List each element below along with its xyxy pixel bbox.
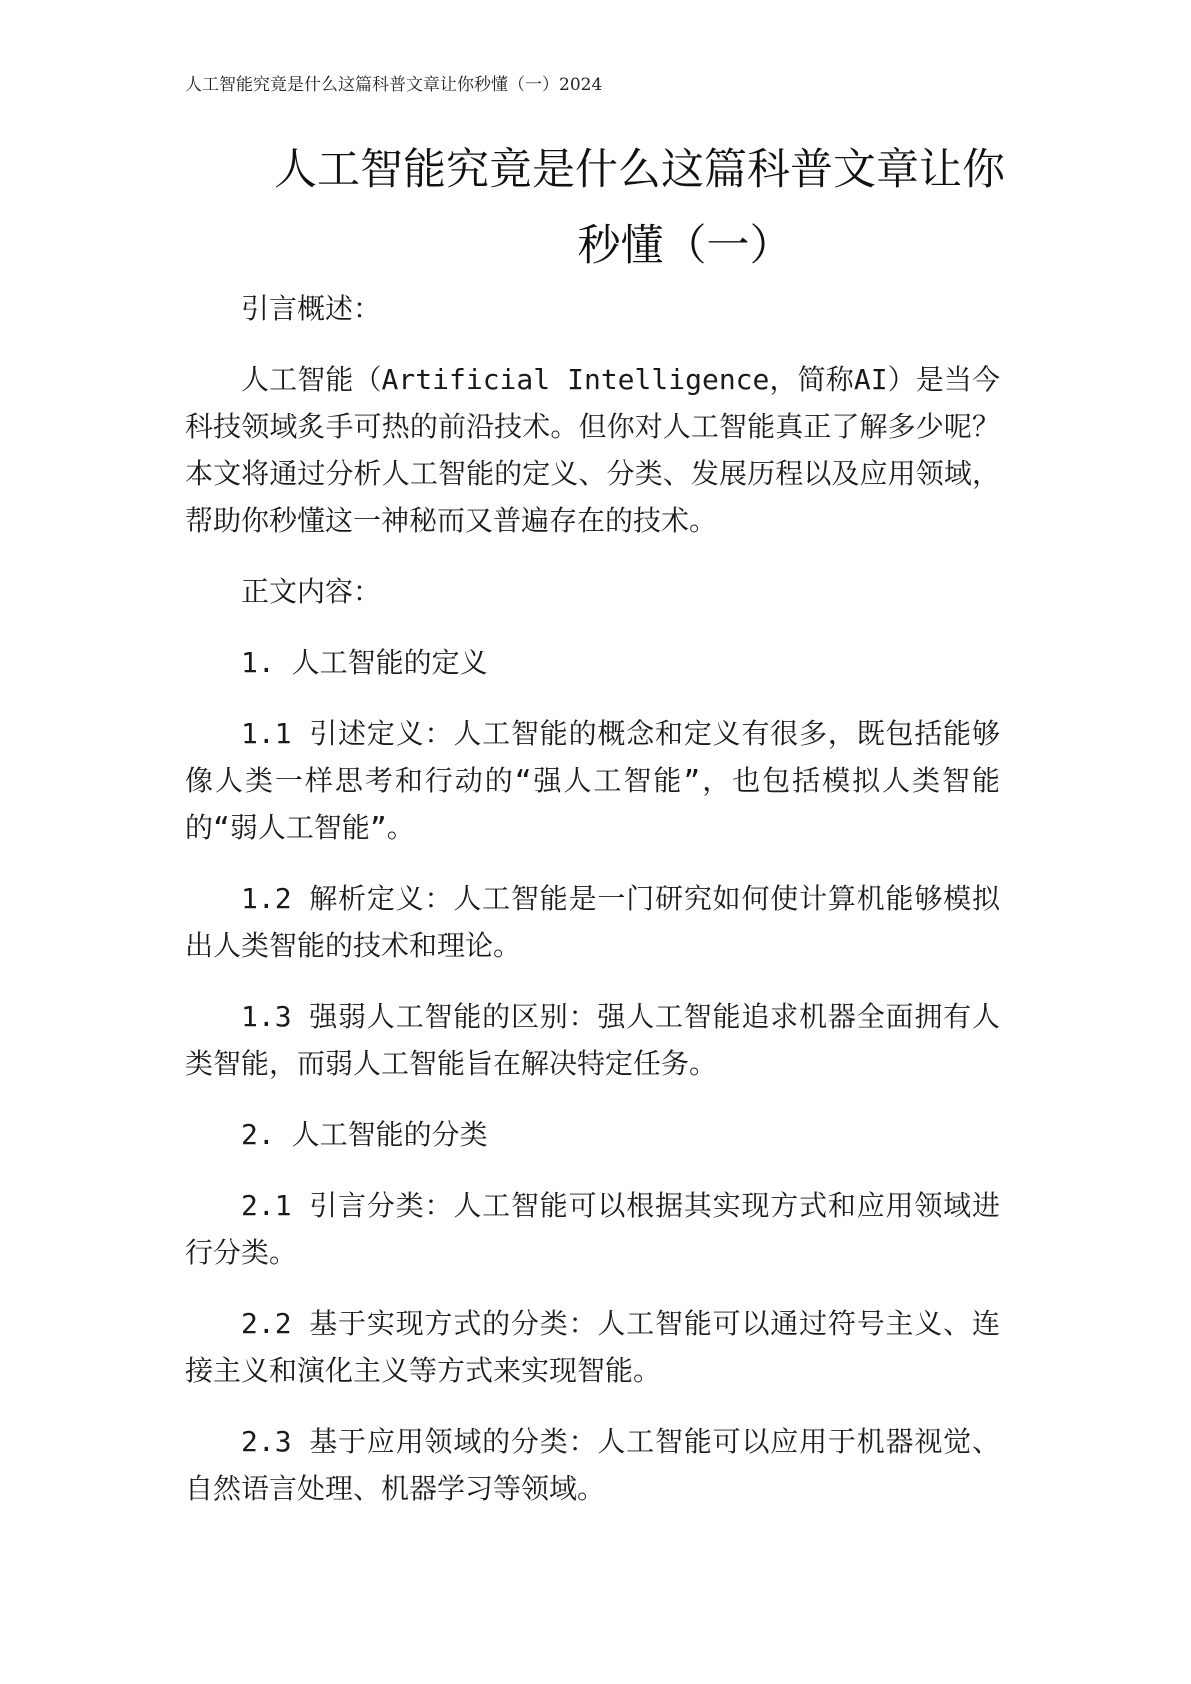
running-header: 人工智能究竟是什么这篇科普文章让你秒懂（一）2024 — [185, 75, 603, 95]
intro-paragraph: 人工智能（Artificial Intelligence，简称AI）是当今科技领域炙手可热的前沿技术。但你对人工智能真正了解多少呢？本文将通过分析人工智能的定义、分类、发展历程以及应用领域，帮助你秒懂这一神秘而又普遍存在的技术。 — [185, 363, 1000, 537]
paragraph-2-2: 2.2 基于实现方式的分类：人工智能可以通过符号主义、连接主义和演化主义等方式来实现智能。 — [185, 1307, 1000, 1387]
intro-label: 引言概述： — [241, 292, 382, 325]
title-line-2: 秒懂（一） — [577, 221, 793, 271]
paragraph-1-3: 1.3 强弱人工智能的区别：强人工智能追求机器全面拥有人类智能，而弱人工智能旨在解决特定任务。 — [185, 1000, 1000, 1080]
paragraph-2-1: 2.1 引言分类：人工智能可以根据其实现方式和应用领域进行分类。 — [185, 1189, 1000, 1269]
paragraph-1-1: 1.1 引述定义：人工智能的概念和定义有很多，既包括能够像人类一样思考和行动的“强人工智能”，也包括模拟人类智能的“弱人工智能”。 — [185, 717, 1000, 844]
document-body — [185, 285, 1000, 1536]
title-line-1: 人工智能究竟是什么这篇科普文章让你 — [274, 145, 1005, 195]
paragraph-2-3: 2.3 基于应用领域的分类：人工智能可以应用于机器视觉、自然语言处理、机器学习等领域。 — [185, 1425, 1000, 1505]
section-heading-definition: 1. 人工智能的定义 — [241, 646, 488, 679]
paragraph-1-2: 1.2 解析定义：人工智能是一门研究如何使计算机能够模拟出人类智能的技术和理论。 — [185, 882, 1000, 962]
document-title — [185, 132, 1005, 284]
section-heading-classification: 2. 人工智能的分类 — [241, 1118, 488, 1151]
main-label: 正文内容： — [241, 575, 382, 608]
